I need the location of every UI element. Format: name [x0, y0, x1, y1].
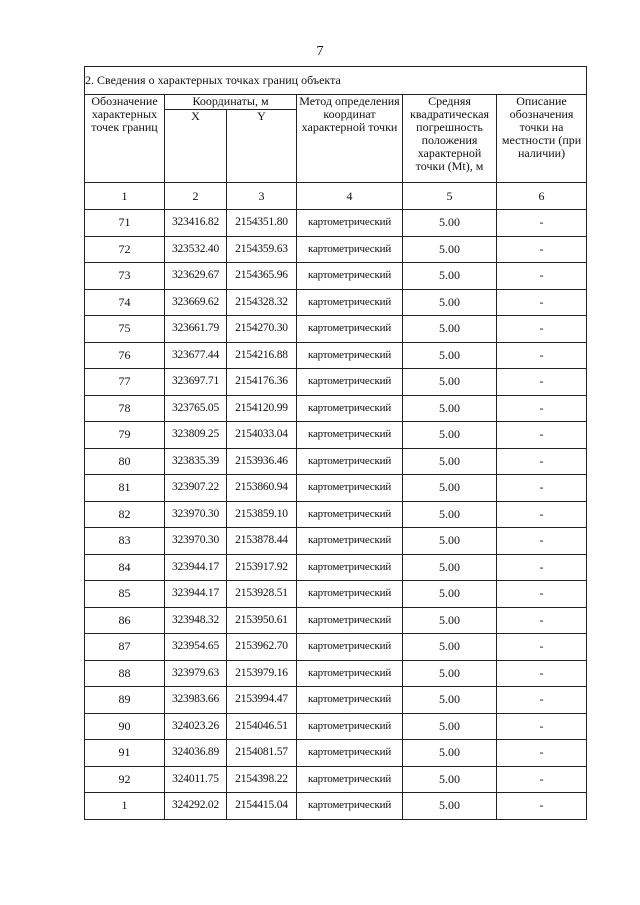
- cell-x: 323677.44: [165, 342, 227, 369]
- header-description: Описание обозначения точки на местности (при наличии): [497, 95, 587, 183]
- cell-description: -: [497, 793, 587, 820]
- cell-error: 5.00: [403, 766, 497, 793]
- boundary-points-table: [84, 66, 587, 820]
- cell-error: 5.00: [403, 475, 497, 502]
- cell-error: 5.00: [403, 501, 497, 528]
- cell-x: 323765.05: [165, 395, 227, 422]
- header-point: Обозначение характерных точек границ: [85, 95, 165, 183]
- cell-method: картометрический: [297, 581, 403, 608]
- cell-error: 5.00: [403, 236, 497, 263]
- cell-error: 5.00: [403, 210, 497, 237]
- cell-x: 323629.67: [165, 263, 227, 290]
- cell-point: 89: [85, 687, 165, 714]
- table-row: [85, 528, 587, 555]
- cell-x: 323907.22: [165, 475, 227, 502]
- cell-method: картометрический: [297, 740, 403, 767]
- table-row: [85, 289, 587, 316]
- cell-y: 2154359.63: [227, 236, 297, 263]
- cell-error: 5.00: [403, 607, 497, 634]
- cell-description: -: [497, 422, 587, 449]
- cell-method: картометрический: [297, 793, 403, 820]
- header-y: Y: [227, 110, 297, 183]
- cell-y: 2153979.16: [227, 660, 297, 687]
- cell-y: 2154120.99: [227, 395, 297, 422]
- cell-error: 5.00: [403, 422, 497, 449]
- cell-description: -: [497, 554, 587, 581]
- cell-description: -: [497, 475, 587, 502]
- table-row: [85, 342, 587, 369]
- table-row: [85, 501, 587, 528]
- cell-x: 323669.62: [165, 289, 227, 316]
- cell-description: -: [497, 236, 587, 263]
- cell-error: 5.00: [403, 634, 497, 661]
- cell-x: 323983.66: [165, 687, 227, 714]
- cell-description: -: [497, 713, 587, 740]
- cell-description: -: [497, 660, 587, 687]
- column-numbers-row: [85, 183, 587, 210]
- cell-description: -: [497, 289, 587, 316]
- cell-error: 5.00: [403, 793, 497, 820]
- cell-method: картометрический: [297, 395, 403, 422]
- cell-description: -: [497, 528, 587, 555]
- cell-description: -: [497, 210, 587, 237]
- cell-point: 87: [85, 634, 165, 661]
- cell-method: картометрический: [297, 687, 403, 714]
- cell-method: картометрический: [297, 289, 403, 316]
- cell-y: 2154176.36: [227, 369, 297, 396]
- table-row: [85, 607, 587, 634]
- cell-y: 2153962.70: [227, 634, 297, 661]
- cell-x: 324036.89: [165, 740, 227, 767]
- cell-point: 91: [85, 740, 165, 767]
- cell-x: 323661.79: [165, 316, 227, 343]
- column-number: 3: [227, 183, 297, 210]
- cell-y: 2154365.96: [227, 263, 297, 290]
- cell-error: 5.00: [403, 554, 497, 581]
- page-number: 7: [316, 44, 324, 59]
- cell-point: 73: [85, 263, 165, 290]
- table-row: [85, 263, 587, 290]
- table-row: [85, 660, 587, 687]
- cell-point: 1: [85, 793, 165, 820]
- cell-error: 5.00: [403, 289, 497, 316]
- cell-y: 2154033.04: [227, 422, 297, 449]
- cell-y: 2153917.92: [227, 554, 297, 581]
- cell-x: 323809.25: [165, 422, 227, 449]
- cell-description: -: [497, 395, 587, 422]
- table-row: [85, 634, 587, 661]
- section-title: 2. Сведения о характерных точках границ объекта: [85, 67, 587, 95]
- cell-method: картометрический: [297, 263, 403, 290]
- table-header: [85, 67, 587, 210]
- cell-description: -: [497, 448, 587, 475]
- table-row: [85, 581, 587, 608]
- cell-y: 2154415.04: [227, 793, 297, 820]
- cell-point: 84: [85, 554, 165, 581]
- cell-point: 76: [85, 342, 165, 369]
- cell-error: 5.00: [403, 660, 497, 687]
- cell-y: 2154216.88: [227, 342, 297, 369]
- table-row: [85, 236, 587, 263]
- cell-y: 2154328.32: [227, 289, 297, 316]
- cell-point: 71: [85, 210, 165, 237]
- cell-point: 92: [85, 766, 165, 793]
- cell-y: 2154351.80: [227, 210, 297, 237]
- cell-description: -: [497, 581, 587, 608]
- cell-error: 5.00: [403, 448, 497, 475]
- cell-x: 323970.30: [165, 528, 227, 555]
- header-error: Средняя квадратическая погрешность положения характерной точки (Mt), м: [403, 95, 497, 183]
- cell-method: картометрический: [297, 236, 403, 263]
- cell-point: 85: [85, 581, 165, 608]
- cell-description: -: [497, 607, 587, 634]
- cell-x: 323954.65: [165, 634, 227, 661]
- cell-x: 323416.82: [165, 210, 227, 237]
- cell-point: 83: [85, 528, 165, 555]
- cell-point: 79: [85, 422, 165, 449]
- cell-y: 2153928.51: [227, 581, 297, 608]
- column-number: 1: [85, 183, 165, 210]
- cell-point: 75: [85, 316, 165, 343]
- cell-method: картометрический: [297, 713, 403, 740]
- cell-y: 2154081.57: [227, 740, 297, 767]
- cell-y: 2153859.10: [227, 501, 297, 528]
- table-row: [85, 395, 587, 422]
- table-row: [85, 554, 587, 581]
- column-number: 5: [403, 183, 497, 210]
- cell-error: 5.00: [403, 528, 497, 555]
- cell-error: 5.00: [403, 263, 497, 290]
- cell-point: 74: [85, 289, 165, 316]
- header-x: X: [165, 110, 227, 183]
- cell-x: 323948.32: [165, 607, 227, 634]
- cell-method: картометрический: [297, 342, 403, 369]
- cell-y: 2154270.30: [227, 316, 297, 343]
- cell-error: 5.00: [403, 369, 497, 396]
- cell-error: 5.00: [403, 740, 497, 767]
- cell-point: 86: [85, 607, 165, 634]
- table-row: [85, 740, 587, 767]
- table-row: [85, 793, 587, 820]
- cell-description: -: [497, 687, 587, 714]
- cell-description: -: [497, 316, 587, 343]
- table-row: [85, 448, 587, 475]
- cell-method: картометрический: [297, 369, 403, 396]
- header-method: Метод определения координат характерной точки: [297, 95, 403, 183]
- table-row: [85, 422, 587, 449]
- cell-point: 88: [85, 660, 165, 687]
- cell-point: 78: [85, 395, 165, 422]
- table-row: [85, 475, 587, 502]
- cell-error: 5.00: [403, 316, 497, 343]
- cell-y: 2154046.51: [227, 713, 297, 740]
- cell-x: 324292.02: [165, 793, 227, 820]
- cell-description: -: [497, 501, 587, 528]
- cell-description: -: [497, 342, 587, 369]
- cell-error: 5.00: [403, 581, 497, 608]
- cell-x: 323835.39: [165, 448, 227, 475]
- cell-x: 323970.30: [165, 501, 227, 528]
- cell-x: 324023.26: [165, 713, 227, 740]
- cell-y: 2154398.22: [227, 766, 297, 793]
- cell-description: -: [497, 263, 587, 290]
- table-row: [85, 687, 587, 714]
- cell-description: -: [497, 634, 587, 661]
- cell-method: картометрический: [297, 316, 403, 343]
- cell-x: 323532.40: [165, 236, 227, 263]
- cell-y: 2153936.46: [227, 448, 297, 475]
- cell-point: 90: [85, 713, 165, 740]
- cell-method: картометрический: [297, 422, 403, 449]
- cell-y: 2153860.94: [227, 475, 297, 502]
- cell-method: картометрический: [297, 660, 403, 687]
- cell-method: картометрический: [297, 607, 403, 634]
- cell-method: картометрический: [297, 475, 403, 502]
- cell-description: -: [497, 766, 587, 793]
- table-row: [85, 766, 587, 793]
- column-number: 2: [165, 183, 227, 210]
- table-row: [85, 369, 587, 396]
- cell-error: 5.00: [403, 713, 497, 740]
- cell-point: 72: [85, 236, 165, 263]
- cell-x: 323979.63: [165, 660, 227, 687]
- table-row: [85, 316, 587, 343]
- cell-method: картометрический: [297, 501, 403, 528]
- cell-method: картометрический: [297, 554, 403, 581]
- table-body: [85, 210, 587, 820]
- cell-method: картометрический: [297, 634, 403, 661]
- cell-point: 80: [85, 448, 165, 475]
- cell-x: 323944.17: [165, 554, 227, 581]
- cell-y: 2153950.61: [227, 607, 297, 634]
- column-number: 4: [297, 183, 403, 210]
- header-coordinates: Координаты, м: [165, 95, 297, 110]
- table-row: [85, 210, 587, 237]
- cell-error: 5.00: [403, 342, 497, 369]
- cell-y: 2153878.44: [227, 528, 297, 555]
- cell-point: 82: [85, 501, 165, 528]
- cell-x: 324011.75: [165, 766, 227, 793]
- cell-description: -: [497, 740, 587, 767]
- cell-method: картометрический: [297, 210, 403, 237]
- table-row: [85, 713, 587, 740]
- cell-x: 323944.17: [165, 581, 227, 608]
- cell-error: 5.00: [403, 687, 497, 714]
- cell-method: картометрический: [297, 766, 403, 793]
- cell-method: картометрический: [297, 528, 403, 555]
- cell-x: 323697.71: [165, 369, 227, 396]
- column-number: 6: [497, 183, 587, 210]
- cell-point: 81: [85, 475, 165, 502]
- cell-y: 2153994.47: [227, 687, 297, 714]
- cell-error: 5.00: [403, 395, 497, 422]
- cell-point: 77: [85, 369, 165, 396]
- cell-description: -: [497, 369, 587, 396]
- cell-method: картометрический: [297, 448, 403, 475]
